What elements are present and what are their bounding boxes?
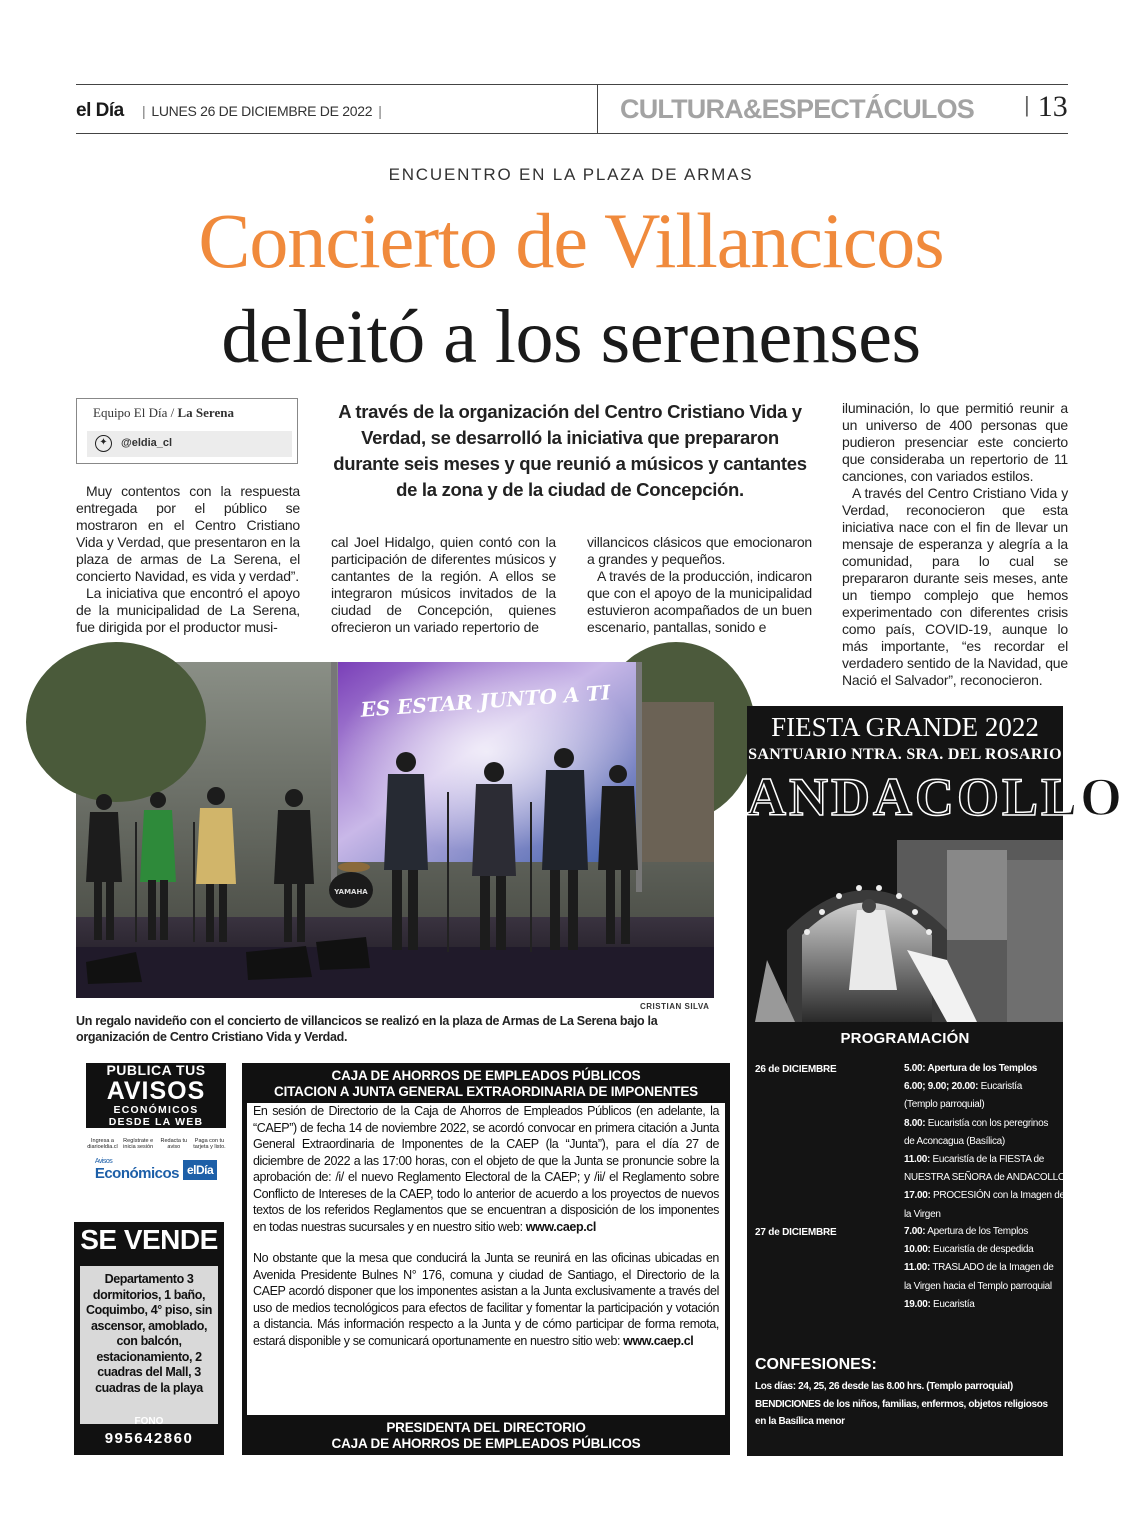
caep-notice-body: [247, 1103, 725, 1415]
ad-programacion-title: PROGRAMACIÓN: [840, 1030, 970, 1047]
schedule-day-1: 26 de DICIEMBRE: [755, 1064, 837, 1075]
ad-step: Paga con tu tarjeta y listo.: [193, 1138, 226, 1150]
ad-publica-line3: ECONÓMICOS: [113, 1104, 199, 1116]
schedule-text: NUESTRA SEÑORA de ANDACOLLO:: [904, 1172, 1068, 1184]
header-rule-top: [76, 84, 1068, 85]
ad-step: Regístrate e inicia sesión: [123, 1138, 154, 1150]
schedule-item: [904, 1060, 1060, 1078]
byline-city: La Serena: [177, 405, 234, 420]
paragraph: cal Joel Hidalgo, quien contó con la participación de diferentes músicos y cantantes de la región. A ellos se integraron músicos invitados de la ciudad de Concepción, quienes ofrecieron un variado repertorio de: [331, 534, 556, 635]
confesiones-schedule: Los días: 24, 25, 26 desde las 8.00 hrs. (Templo parroquial): [755, 1381, 1013, 1392]
schedule-time: 5.00:: [904, 1063, 926, 1074]
bendiciones-label: BENDICIONES: [755, 1398, 821, 1410]
twitter-bar[interactable]: [87, 431, 292, 457]
paragraph: iluminación, lo que permitió reunir a un universo de 400 personas que pudieron presenciar este concierto que consideraba un repertorio de 11 canciones, con variados estilos.: [842, 400, 1068, 484]
logo-text: [95, 1158, 179, 1182]
ad-vende-body: Departamento 3 dormitorios, 1 baño, Coquimbo, 4° piso, sin ascensor, amoblado, con balcón, estacionamiento, 2 cuadras del Mall, 3 cuadras de la playa: [80, 1266, 218, 1424]
byline-author: [93, 405, 234, 421]
schedule-text: Eucaristía de despedida: [930, 1244, 1034, 1256]
caep-p2-text: No obstante que la mesa que conducirá la Junta se reunirá en las oficinas ubicadas en Avenida Presidente Bulnes N° 176, comuna y ciudad de Santiago, el Directorio de la CAEP acordó disponer que los imponentes asistan a la Junta exclusivamente a través del uso de medios tecnológicos para efectos de facilitar y fomentar la participación y votación a distancia. Más información respecto a la Junta y de cómo participar de forma remota, estará disponible y se comunicará oportunamente en nuestro sitio web:: [253, 1251, 719, 1348]
ad-vende-phone: 995642860: [104, 1430, 194, 1447]
schedule-text: Eucaristía: [978, 1081, 1023, 1093]
ad-publica-banner: [86, 1063, 226, 1128]
ad-step: Redacta tu aviso: [160, 1138, 188, 1150]
logo-small-text: Avisos: [94, 1158, 113, 1165]
schedule-text: Apertura de los Templos: [925, 1226, 1028, 1237]
ad-avisos-economicos[interactable]: [86, 1063, 226, 1182]
schedule-time: 19.00:: [904, 1298, 931, 1310]
header-separator: [597, 84, 598, 134]
paragraph: [247, 1103, 725, 1235]
paragraph: A través del Centro Cristiano Vida y Verdad, reconocieron que esta iniciativa nace con el fin de llevar un mensaje de esperanza y alegría a la comunidad, para lo cual se prepararon durante seis meses, ante un tiempo complejo que hemos experimentado con diferentes crisis como país, COVID-19, aunque lo más importante, “es recordar el verdadero sentido de la Navidad, que Nació el Salvador”, reconocieron.: [842, 485, 1068, 688]
ad-andacollo-name: ANDACOLLO: [747, 767, 1126, 827]
schedule-text: PROCESIÓN con la Imagen de: [930, 1190, 1065, 1202]
schedule-text: TRASLADO de la Imagen de: [930, 1262, 1054, 1274]
schedule-time: 8.00:: [904, 1117, 926, 1129]
concert-photo: [76, 662, 714, 998]
schedule-text: Eucaristía de la FIESTA de: [930, 1154, 1045, 1166]
issue-date-text: LUNES 26 DE DICIEMBRE DE 2022: [151, 103, 373, 119]
schedule-item: [904, 1259, 1060, 1277]
schedule-item: [904, 1096, 1060, 1114]
issue-date: | LUNES 26 DE DICIEMBRE DE 2022 |: [142, 103, 382, 119]
newspaper-brand: el Día: [76, 100, 124, 121]
page-number: | 13: [1024, 90, 1068, 123]
schedule-text: Eucaristía: [930, 1298, 975, 1310]
caep-notice-header: [242, 1068, 730, 1100]
paragraph: Muy contentos con la respuesta entregada por el público se mostraron en el Centro Cristiano Vida y Verdad, que presentaron en la plaza de armas de La Serena, el concierto Navidad, es vida y verdad”.: [76, 483, 300, 584]
schedule-text: Eucaristía con los peregrinos: [925, 1117, 1049, 1129]
headline-line-1: Concierto de Villancicos: [198, 197, 944, 284]
photo-caption: Un regalo navideño con el concierto de villancicos se realizó en la plaza de Armas de La Serena bajo la organización de Centro Cristiano Vida y Verdad.: [76, 1014, 658, 1044]
ad-fiesta-andacollo: [747, 706, 1126, 1456]
schedule-item: [904, 1078, 1060, 1096]
paragraph: [247, 1250, 725, 1349]
caep-notice-subtitle: CITACION A JUNTA GENERAL EXTRAORDINARIA DE IMPONENTES: [274, 1084, 698, 1099]
schedule-text: la Virgen hacia el Templo parroquial: [904, 1280, 1052, 1292]
schedule-time: 11.00:: [904, 1262, 931, 1274]
article-column-2: [331, 534, 556, 636]
headline-line-2: deleitó a los serenenses: [221, 295, 921, 379]
drum-brand-text: YAMAHA: [334, 888, 368, 896]
schedule-day-2: 27 de DICIEMBRE: [755, 1227, 837, 1238]
logo-main-text: Económicos: [94, 1165, 179, 1182]
section-title: CULTURA&ESPECTÁCULOS: [620, 94, 974, 124]
schedule-item: [904, 1223, 1060, 1241]
schedule-day-1-list: [904, 1060, 1068, 1224]
caep-p1-text: En sesión de Directorio de la Caja de Ahorros de Empleados Públicos (en adelante, la “CAEP”) de fecha 14 de noviembre 2022, se acordó convocar en primera citación a Junta General Extraordinaria de Imponentes de la CAEP (la “Junta”), para el día 27 de diciembre de 2022 a las 17:00 horas, con el objeto de que la Junta se pronuncie sobre la aprobación de: /i/ el nuevo Reglamento Electoral de la CAEP; y /ii/ el Reglamento sobre Conflicto de Intereses de la CAEP, todo lo anterior de acuerdo a los proyectos de nuevos textos de los referidos Reglamentos que se encuentran a disposición de los imponentes en todas nuestras sucursales y en nuestro sitio web:: [253, 1104, 719, 1234]
twitter-icon: ✦: [95, 435, 112, 452]
caep-notice-title: CAJA DE AHORROS DE EMPLEADOS PÚBLICOS: [331, 1068, 641, 1083]
page-number-text: 13: [1037, 90, 1068, 123]
ad-publica-line1: PUBLICA TUS: [106, 1062, 206, 1078]
schedule-text: la Virgen: [904, 1208, 941, 1220]
schedule-item: [904, 1296, 1060, 1314]
concert-photo-illustration: [76, 662, 714, 998]
schedule-item: [904, 1133, 1060, 1151]
schedule-item: [904, 1278, 1060, 1296]
schedule-item: [904, 1241, 1060, 1259]
ad-publica-line4: DESDE LA WEB: [108, 1116, 204, 1128]
eldia-badge: elDía: [183, 1160, 217, 1180]
paragraph: A través de la producción, indicaron que con el apoyo de la municipalidad estuvieron acompañados de un buen escenario, pantallas, sonido e: [587, 568, 812, 635]
schedule-day-2-list: [904, 1223, 1060, 1314]
ad-vende-title: SE VENDE: [80, 1224, 218, 1255]
schedule-item: [904, 1187, 1065, 1205]
article-kicker: ENCUENTRO EN LA PLAZA DE ARMAS: [388, 165, 754, 184]
ad-steps: [86, 1138, 226, 1150]
ad-se-vende: [74, 1222, 224, 1455]
schedule-item: [904, 1115, 1060, 1133]
schedule-item: [904, 1206, 1060, 1224]
byline-box: [76, 398, 298, 464]
virgin-image: [747, 840, 1063, 1022]
bendiciones-text: [755, 1396, 1055, 1431]
schedule-text: de Aconcagua (Basílica): [904, 1135, 1005, 1147]
article-column-3: [587, 534, 812, 636]
ad-santuario: SANTUARIO NTRA. SRA. DEL ROSARIO: [748, 746, 1062, 763]
caep-website-link[interactable]: www.caep.cl: [525, 1219, 596, 1234]
confesiones-text: [755, 1378, 1055, 1431]
photo-credit: CRISTIAN SILVA: [640, 1002, 710, 1011]
caep-notice-footer: [242, 1420, 730, 1452]
caep-signature-role: PRESIDENTA DEL DIRECTORIO: [386, 1420, 586, 1435]
byline-team: Equipo El Día /: [93, 405, 175, 420]
bendiciones-detail: de los niños, familias, enfermos, objetos religiosos en la Basílica menor: [755, 1398, 1048, 1427]
avisos-economicos-logo: [86, 1158, 226, 1182]
confesiones-title: CONFESIONES:: [755, 1356, 877, 1373]
schedule-item: [904, 1151, 1060, 1169]
schedule-time: 11.00:: [904, 1154, 931, 1166]
ad-vende-phone-label: FONO: [134, 1416, 164, 1427]
ad-step: Ingresa a diarioeldia.cl: [87, 1138, 118, 1150]
caep-website-link[interactable]: www.caep.cl: [623, 1333, 694, 1348]
paragraph: villancicos clásicos que emocionaron a grandes y pequeños.: [587, 534, 812, 567]
schedule-time: 17.00:: [904, 1190, 931, 1202]
schedule-time: 7.00:: [904, 1226, 926, 1237]
article-column-4: [842, 400, 1068, 689]
screen-lyrics-text: ES ESTAR JUNTO A TI: [359, 680, 612, 722]
schedule-item: [904, 1169, 1068, 1187]
schedule-time: 6.00; 9.00; 20.00:: [904, 1081, 979, 1093]
twitter-handle[interactable]: @eldia_cl: [121, 437, 173, 449]
schedule-text: (Templo parroquial): [904, 1099, 985, 1111]
caep-signature-org: CAJA DE AHORROS DE EMPLEADOS PÚBLICOS: [331, 1436, 641, 1451]
article-lead: A través de la organización del Centro Cristiano Vida y Verdad, se desarrolló la iniciativa que prepararon durante seis meses y que reunió a músicos y cantantes de la zona y de la ciudad de Concepción.: [333, 401, 807, 500]
caep-notice: [242, 1063, 730, 1455]
schedule-text: Apertura de los Templos: [925, 1063, 1038, 1074]
ad-fiesta-title: FIESTA GRANDE 2022: [771, 712, 1039, 742]
ad-publica-line2: AVISOS: [106, 1077, 206, 1105]
article-column-1: [76, 483, 300, 636]
schedule-time: 10.00:: [904, 1244, 931, 1256]
header-rule-bottom: [76, 133, 1068, 134]
paragraph: La iniciativa que encontró el apoyo de la municipalidad de La Serena, fue dirigida por el productor musi-: [76, 585, 300, 635]
